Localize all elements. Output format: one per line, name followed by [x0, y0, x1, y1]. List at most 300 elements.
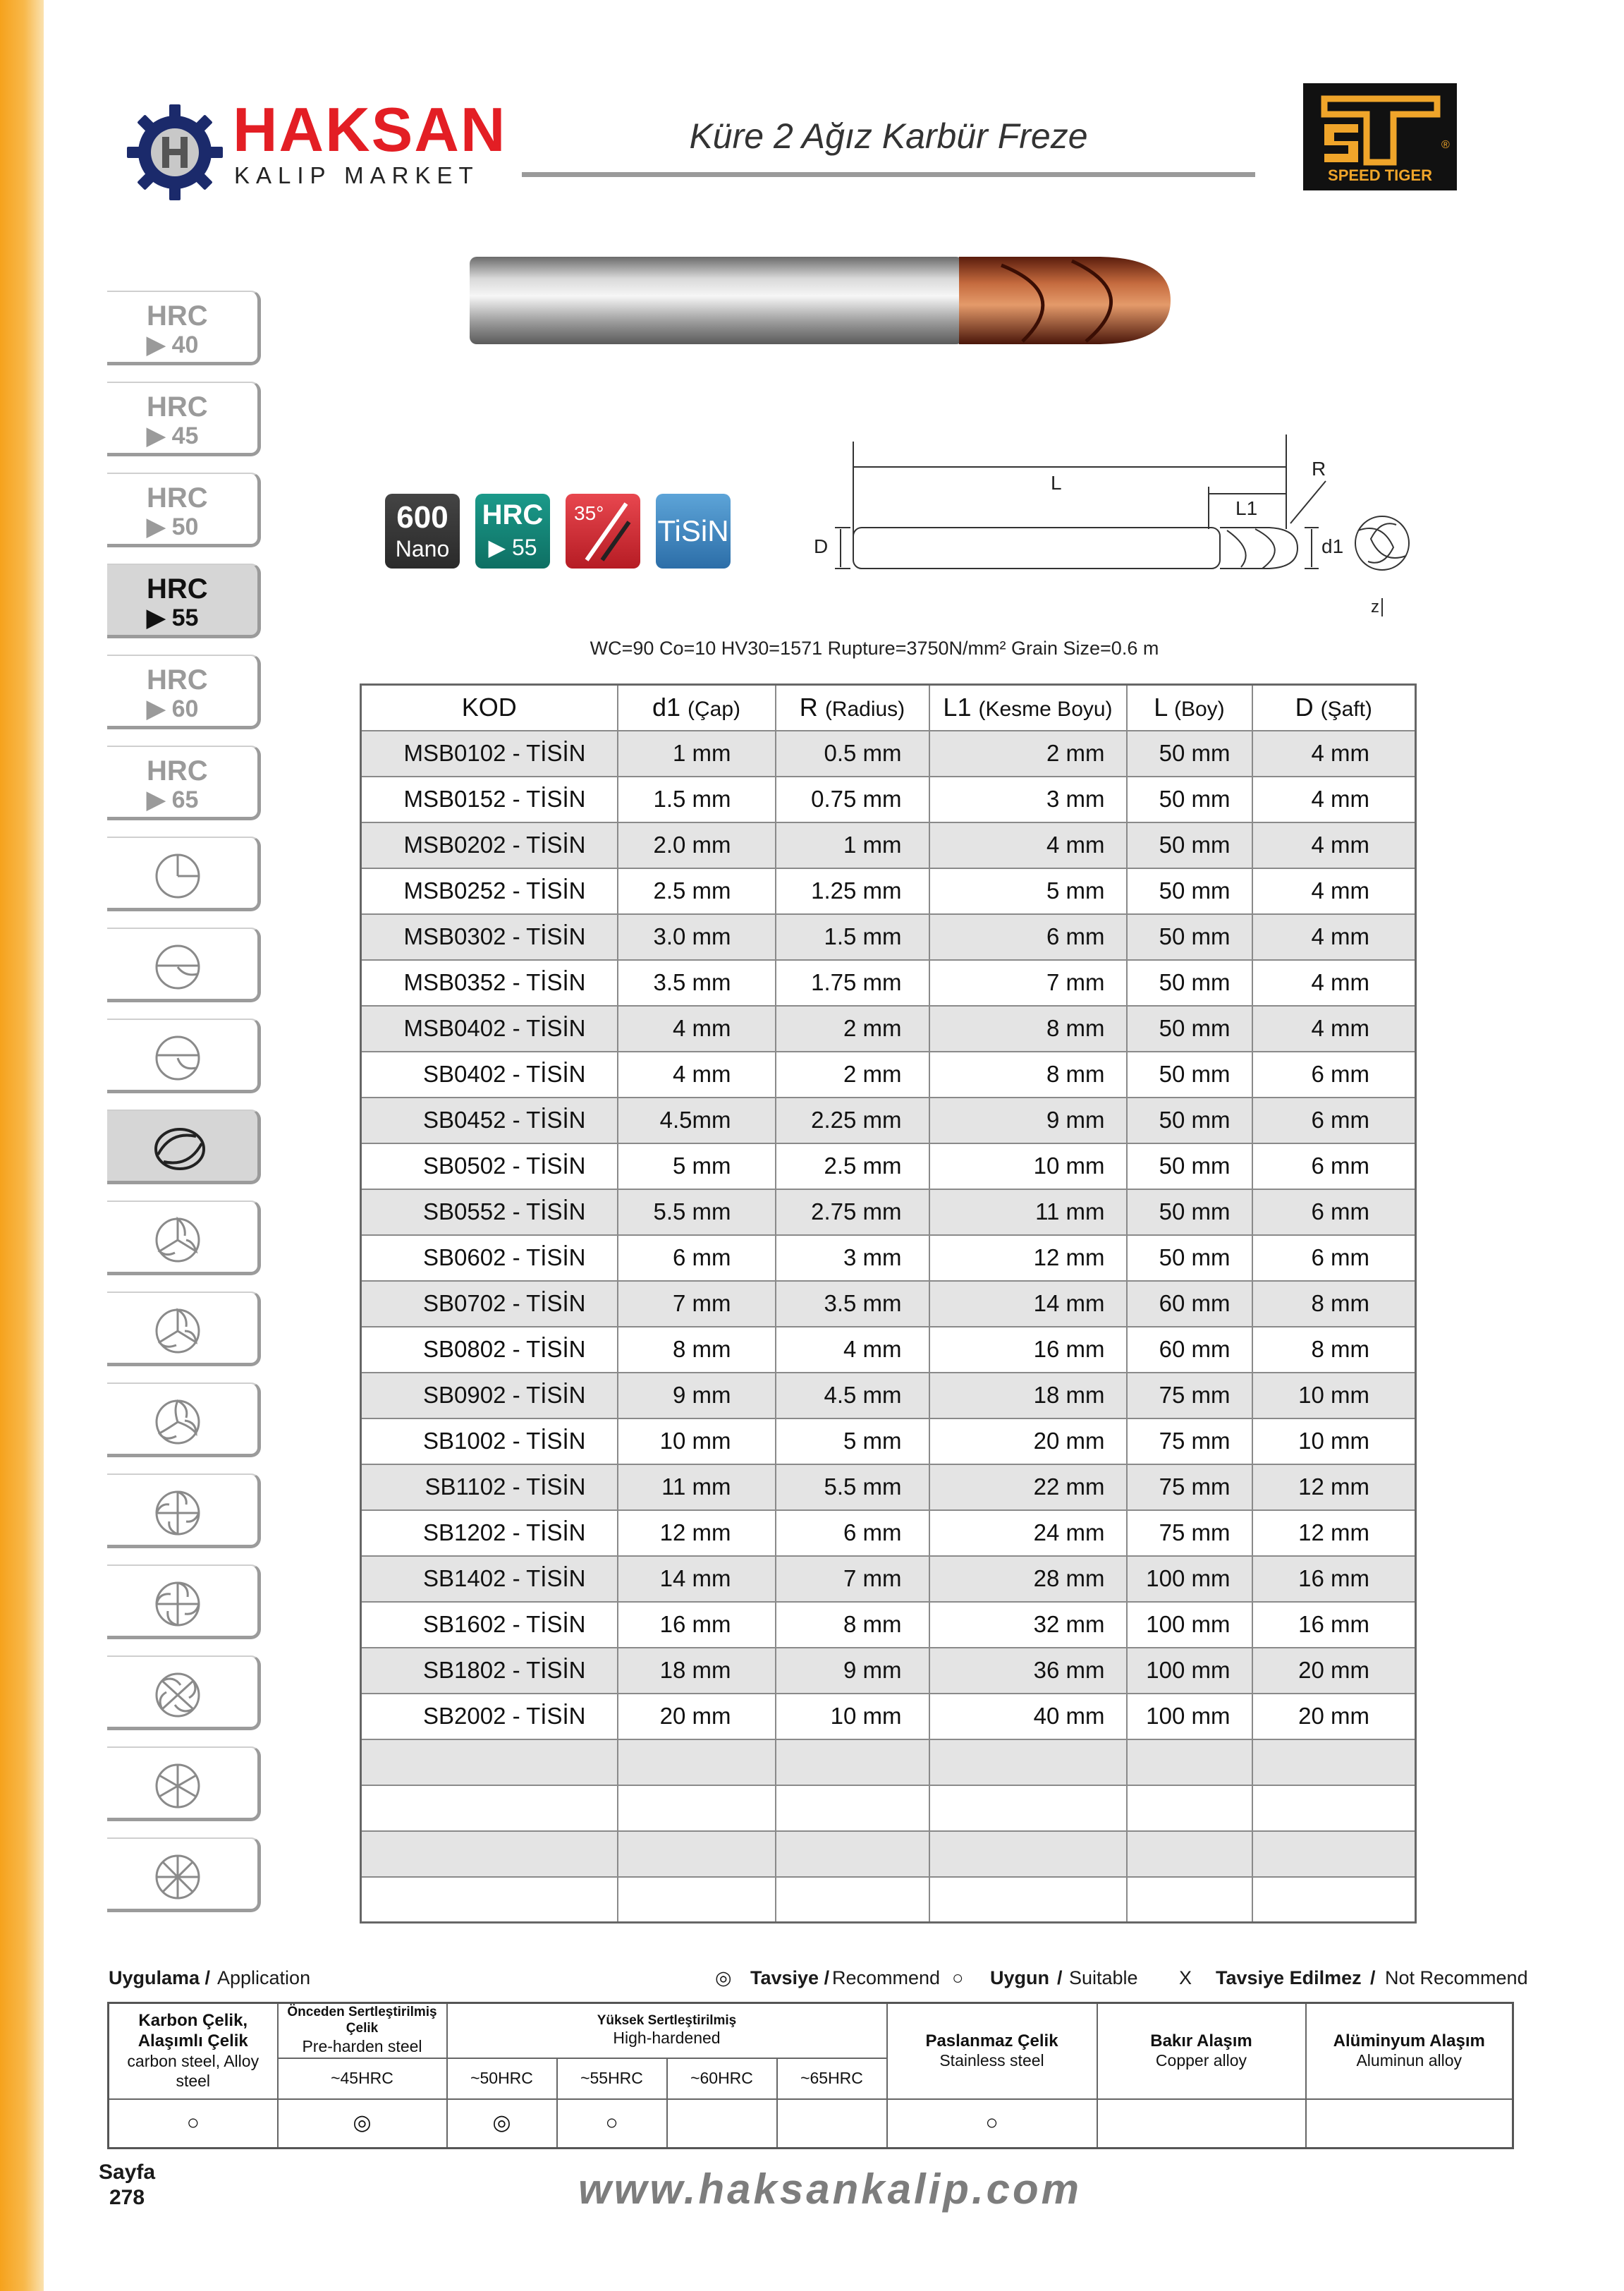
legend-recommend: Recommend: [832, 1967, 941, 1988]
cell-l1: 7 mm: [929, 960, 1127, 1006]
tab-four-flute-3[interactable]: [107, 1655, 261, 1730]
cell-copper: Bakır Alaşım Copper alloy: [1097, 2003, 1306, 2099]
cell-kod: SB1002 - TİSİN: [361, 1418, 618, 1464]
cell-d: 4 mm: [1252, 777, 1416, 822]
table-row: [361, 1694, 1416, 1739]
tab-label: HRC: [147, 664, 208, 695]
cell-l1: 8 mm: [929, 1006, 1127, 1052]
cell-radius: 1.5 mm: [776, 914, 929, 960]
rating-50hrc: ◎: [447, 2099, 557, 2149]
table-row: [361, 777, 1416, 822]
table-row: [361, 1143, 1416, 1189]
legend-uygun: Uygun: [990, 1967, 1049, 1988]
table-row: [361, 1510, 1416, 1556]
brand-subtitle: KALIP MARKET: [234, 162, 480, 188]
cell-d: 12 mm: [1252, 1464, 1416, 1510]
svg-text:®: ®: [1441, 139, 1450, 151]
cell-l: 100 mm: [1127, 1694, 1252, 1739]
cell-aluminum: Alüminyum Alaşım Aluminun alloy: [1306, 2003, 1513, 2099]
cell-l: 75 mm: [1127, 1418, 1252, 1464]
cell-d1: 4.5mm: [618, 1098, 776, 1143]
legend-tavsiye-edilmez: Tavsiye Edilmez: [1216, 1967, 1362, 1988]
table-row: [361, 1006, 1416, 1052]
cell-d1: 5.5 mm: [618, 1189, 776, 1235]
partner-logo-text: SPEED TIGER: [1328, 166, 1432, 184]
cell-radius: 2 mm: [776, 1052, 929, 1098]
tab-hrc-60[interactable]: [107, 655, 261, 729]
page-label: Sayfa: [99, 2161, 156, 2184]
cell-l: [1127, 1785, 1252, 1831]
cell-radius: [776, 1739, 929, 1785]
cell-l1: [929, 1831, 1127, 1877]
cell-radius: 3 mm: [776, 1235, 929, 1281]
cell-d1: 7 mm: [618, 1281, 776, 1327]
cell-l1: 3 mm: [929, 777, 1127, 822]
cell-l: 50 mm: [1127, 1235, 1252, 1281]
material-spec-line: WC=90 Co=10 HV30=1571 Rupture=3750N/mm² Grain Size=0.6 m: [590, 638, 1159, 659]
cell-d: [1252, 1831, 1416, 1877]
table-row: [361, 1327, 1416, 1373]
website-link[interactable]: www.haksankalip.com: [578, 2165, 1082, 2213]
legend-application: Application: [217, 1967, 311, 1988]
tab-label: HRC: [147, 755, 208, 786]
cell-d: 16 mm: [1252, 1602, 1416, 1648]
cell-l: [1127, 1831, 1252, 1877]
cell-d1: 11 mm: [618, 1464, 776, 1510]
cell-d: 6 mm: [1252, 1098, 1416, 1143]
cell-d1: 16 mm: [618, 1602, 776, 1648]
tab-label: HRC: [147, 300, 208, 332]
cell-d1: 3.5 mm: [618, 960, 776, 1006]
cell-kod: SB1402 - TİSİN: [361, 1556, 618, 1602]
rating-55hrc: ○: [557, 2099, 667, 2149]
cell-radius: 0.5 mm: [776, 731, 929, 777]
three-flute-icon: [149, 1394, 206, 1450]
cell-hrc-50: ~50HRC: [447, 2058, 557, 2099]
table-row: [361, 1418, 1416, 1464]
tool-photo-image: [465, 251, 1199, 350]
legend-tavsiye: Tavsiye /: [750, 1967, 830, 1988]
cell-d1: 1 mm: [618, 731, 776, 777]
rating-45hrc: ◎: [278, 2099, 447, 2149]
cell-d: 4 mm: [1252, 1006, 1416, 1052]
cell-l: 50 mm: [1127, 777, 1252, 822]
rating-65hrc: [777, 2099, 887, 2149]
cell-l1: 16 mm: [929, 1327, 1127, 1373]
cell-kod: [361, 1785, 618, 1831]
tab-hrc-45[interactable]: [107, 382, 261, 456]
tab-four-flute-2[interactable]: [107, 1564, 261, 1639]
tab-flat-end[interactable]: [107, 837, 261, 911]
cell-l: 50 mm: [1127, 1006, 1252, 1052]
cell-l: 50 mm: [1127, 731, 1252, 777]
gear-logo-icon: [127, 104, 223, 200]
cell-d: 6 mm: [1252, 1189, 1416, 1235]
cell-kod: SB0902 - TİSİN: [361, 1373, 618, 1418]
hrc-badge-value: ▶ 55: [488, 535, 537, 560]
cell-kod: [361, 1877, 618, 1923]
cell-kod: SB1102 - TİSİN: [361, 1464, 618, 1510]
cell-d: 10 mm: [1252, 1373, 1416, 1418]
cell-d1: 4 mm: [618, 1006, 776, 1052]
cell-l: 75 mm: [1127, 1464, 1252, 1510]
cell-l1: 12 mm: [929, 1235, 1127, 1281]
cell-high-hardened: Yüksek Sertleştirilmiş High-hardened: [447, 2003, 887, 2058]
speed-tiger-logo[interactable]: [1303, 83, 1457, 190]
tab-three-flute-3[interactable]: [107, 1382, 261, 1457]
cell-d1: 12 mm: [618, 1510, 776, 1556]
three-flute-icon: [149, 1303, 206, 1359]
legend-uygulama: Uygulama /: [109, 1967, 211, 1988]
cell-l: 50 mm: [1127, 1052, 1252, 1098]
dim-z: z: [1371, 597, 1379, 616]
tab-label: HRC: [147, 391, 208, 423]
cell-l1: [929, 1785, 1127, 1831]
side-stripe: [0, 0, 44, 2291]
helix-angle-badge: [566, 494, 640, 569]
not-recommend-symbol-icon: X: [1179, 1967, 1192, 1988]
legend-slash: /: [1057, 1967, 1063, 1988]
table-row: [361, 1877, 1416, 1923]
cell-radius: 1.75 mm: [776, 960, 929, 1006]
helix-icon: [566, 494, 640, 569]
cell-l1: 36 mm: [929, 1648, 1127, 1694]
cell-kod: MSB0252 - TİSİN: [361, 868, 618, 914]
cell-radius: 0.75 mm: [776, 777, 929, 822]
cell-radius: 4.5 mm: [776, 1373, 929, 1418]
nano-value: 600: [396, 500, 448, 535]
dim-R: R: [1312, 458, 1326, 480]
title-divider: [522, 172, 1255, 177]
tab-hrc-65[interactable]: [107, 746, 261, 820]
header-l1: L1 (Kesme Boyu): [929, 685, 1127, 731]
coating-value: TiSiN: [657, 514, 729, 547]
cell-l: 50 mm: [1127, 1098, 1252, 1143]
cell-radius: 9 mm: [776, 1648, 929, 1694]
cell-kod: SB0452 - TİSİN: [361, 1098, 618, 1143]
page-title: Küre 2 Ağız Karbür Freze: [689, 116, 1088, 156]
cell-d: [1252, 1739, 1416, 1785]
tab-three-flute-2[interactable]: [107, 1292, 261, 1366]
tab-four-flute-1[interactable]: [107, 1473, 261, 1548]
cell-radius: [776, 1785, 929, 1831]
tab-hrc-55[interactable]: [107, 564, 261, 638]
cell-l1: 11 mm: [929, 1189, 1127, 1235]
cell-d1: 3.0 mm: [618, 914, 776, 960]
cell-d1: 20 mm: [618, 1694, 776, 1739]
cell-l: 60 mm: [1127, 1281, 1252, 1327]
legend-slash-2: /: [1370, 1967, 1376, 1988]
cell-hrc-55: ~55HRC: [557, 2058, 667, 2099]
table-row: [361, 1785, 1416, 1831]
cell-l1: 2 mm: [929, 731, 1127, 777]
recommend-symbol-icon: ◎: [715, 1967, 732, 1988]
cell-l1: 22 mm: [929, 1464, 1127, 1510]
dim-D: D: [814, 535, 829, 557]
cell-d1: 10 mm: [618, 1418, 776, 1464]
cell-kod: SB1602 - TİSİN: [361, 1602, 618, 1648]
table-row: [361, 1235, 1416, 1281]
cell-radius: 7 mm: [776, 1556, 929, 1602]
cell-d1: 14 mm: [618, 1556, 776, 1602]
table-row: [361, 1648, 1416, 1694]
cell-kod: SB0602 - TİSİN: [361, 1235, 618, 1281]
cell-d: 20 mm: [1252, 1694, 1416, 1739]
header-kod: KOD: [361, 685, 618, 731]
tab-three-flute-1[interactable]: [107, 1201, 261, 1275]
tab-ball-nose[interactable]: [107, 1110, 261, 1184]
table-row: [361, 1602, 1416, 1648]
dim-L: L: [1051, 472, 1062, 494]
cell-l1: 14 mm: [929, 1281, 1127, 1327]
header-l: L (Boy): [1127, 685, 1252, 731]
cell-d1: 1.5 mm: [618, 777, 776, 822]
tab-corner-radius-1[interactable]: [107, 928, 261, 1002]
cell-carbon-steel: Karbon Çelik, Alaşımlı Çelik carbon steel, Alloy steel: [109, 2003, 278, 2099]
hrc-badge: [475, 494, 550, 569]
rating-aluminum: [1306, 2099, 1513, 2149]
rating-carbon: ○: [109, 2099, 278, 2149]
cell-d: 12 mm: [1252, 1510, 1416, 1556]
cell-l: 50 mm: [1127, 1143, 1252, 1189]
cell-l: 50 mm: [1127, 868, 1252, 914]
cell-l1: 40 mm: [929, 1694, 1127, 1739]
cell-kod: SB0802 - TİSİN: [361, 1327, 618, 1373]
cell-d: [1252, 1877, 1416, 1923]
tab-value: ▶ 40: [147, 332, 199, 358]
table-header-row: [361, 685, 1416, 731]
four-flute-icon: [149, 1667, 206, 1723]
cell-l1: 32 mm: [929, 1602, 1127, 1648]
cell-d: 4 mm: [1252, 914, 1416, 960]
cell-d1: 18 mm: [618, 1648, 776, 1694]
cell-d1: [618, 1877, 776, 1923]
cell-l1: 18 mm: [929, 1373, 1127, 1418]
cell-l1: 24 mm: [929, 1510, 1127, 1556]
table-row: [361, 1098, 1416, 1143]
table-row: [361, 1464, 1416, 1510]
cell-d1: 9 mm: [618, 1373, 776, 1418]
cell-d1: 2.0 mm: [618, 822, 776, 868]
hrc-badge-label: HRC: [482, 499, 544, 530]
cell-l1: 28 mm: [929, 1556, 1127, 1602]
ball-nose-icon: [149, 1121, 210, 1177]
cell-radius: 10 mm: [776, 1694, 929, 1739]
cell-kod: SB0552 - TİSİN: [361, 1189, 618, 1235]
page-number-block: [99, 2160, 155, 2211]
rating-copper: [1097, 2099, 1306, 2149]
brand-name: HAKSAN: [233, 95, 507, 164]
cell-radius: 8 mm: [776, 1602, 929, 1648]
legend-suitable: Suitable: [1069, 1967, 1138, 1988]
cell-d: 20 mm: [1252, 1648, 1416, 1694]
table-row: [361, 1831, 1416, 1877]
cell-l: 50 mm: [1127, 822, 1252, 868]
cell-kod: MSB0202 - TİSİN: [361, 822, 618, 868]
cell-l: 75 mm: [1127, 1373, 1252, 1418]
cell-l: 100 mm: [1127, 1648, 1252, 1694]
tab-value: ▶ 45: [147, 423, 199, 449]
cell-d: 6 mm: [1252, 1235, 1416, 1281]
cell-hrc-45: ~45HRC: [278, 2058, 447, 2099]
table-row: [361, 960, 1416, 1006]
cell-d1: [618, 1785, 776, 1831]
cell-l1: 6 mm: [929, 914, 1127, 960]
cell-d: 4 mm: [1252, 960, 1416, 1006]
table-row: [361, 731, 1416, 777]
eight-flute-icon: [149, 1849, 206, 1905]
cell-d: 6 mm: [1252, 1143, 1416, 1189]
tab-value: ▶ 55: [147, 604, 199, 631]
cell-d: 8 mm: [1252, 1281, 1416, 1327]
cell-kod: SB0702 - TİSİN: [361, 1281, 618, 1327]
cell-l: [1127, 1877, 1252, 1923]
cell-hrc-65: ~65HRC: [777, 2058, 887, 2099]
cell-l1: 10 mm: [929, 1143, 1127, 1189]
cell-radius: 5.5 mm: [776, 1464, 929, 1510]
header-d: D (Şaft): [1252, 685, 1416, 731]
cell-l: 100 mm: [1127, 1602, 1252, 1648]
cell-l1: [929, 1877, 1127, 1923]
three-flute-icon: [149, 1212, 206, 1268]
cell-l1: 4 mm: [929, 822, 1127, 868]
cell-preharden: Önceden Sertleştirilmiş Çelik Pre-harden steel: [278, 2003, 447, 2058]
cell-d1: 5 mm: [618, 1143, 776, 1189]
cell-radius: 1.25 mm: [776, 868, 929, 914]
tab-eight-flute[interactable]: [107, 1837, 261, 1912]
cell-l: 50 mm: [1127, 914, 1252, 960]
tab-value: ▶ 50: [147, 514, 199, 540]
application-table: [107, 2002, 1514, 2149]
coating-badge: [656, 494, 731, 569]
cell-d: 10 mm: [1252, 1418, 1416, 1464]
page-number: 278: [109, 2186, 145, 2209]
flat-end-icon: [149, 848, 206, 904]
dim-d1: d1: [1321, 535, 1344, 557]
cell-hrc-60: ~60HRC: [667, 2058, 777, 2099]
cell-d1: 6 mm: [618, 1235, 776, 1281]
table-row: [361, 1373, 1416, 1418]
cell-stainless: Paslanmaz Çelik Stainless steel: [887, 2003, 1097, 2099]
cell-radius: 1 mm: [776, 822, 929, 868]
corner-radius-icon: [149, 939, 206, 995]
cell-l1: 9 mm: [929, 1098, 1127, 1143]
cell-kod: SB2002 - TİSİN: [361, 1694, 618, 1739]
application-legend: [109, 1965, 1528, 1991]
cell-d1: [618, 1831, 776, 1877]
cell-kod: MSB0102 - TİSİN: [361, 731, 618, 777]
cell-l1: 20 mm: [929, 1418, 1127, 1464]
cell-radius: 3.5 mm: [776, 1281, 929, 1327]
tab-hrc-40[interactable]: [107, 291, 261, 365]
cell-radius: [776, 1831, 929, 1877]
nano-label: Nano: [395, 536, 450, 561]
cell-l1: 5 mm: [929, 868, 1127, 914]
cell-kod: [361, 1831, 618, 1877]
four-flute-icon: [149, 1576, 206, 1632]
cell-l1: 8 mm: [929, 1052, 1127, 1098]
cell-kod: SB1802 - TİSİN: [361, 1648, 618, 1694]
table-row: [361, 1052, 1416, 1098]
suitable-symbol-icon: ○: [952, 1967, 964, 1988]
table-row: [361, 914, 1416, 960]
header-d1: d1 (Çap): [618, 685, 776, 731]
table-row: [361, 1189, 1416, 1235]
dim-L1: L1: [1235, 497, 1258, 519]
haksan-logo[interactable]: [127, 95, 508, 198]
table-row: [361, 868, 1416, 914]
cell-l: 100 mm: [1127, 1556, 1252, 1602]
cell-d: 4 mm: [1252, 731, 1416, 777]
corner-radius-icon: [149, 1030, 206, 1086]
tab-label: HRC: [147, 573, 208, 604]
cell-l: [1127, 1739, 1252, 1785]
cell-d: 6 mm: [1252, 1052, 1416, 1098]
cell-kod: SB1202 - TİSİN: [361, 1510, 618, 1556]
cell-l: 50 mm: [1127, 960, 1252, 1006]
cell-l: 60 mm: [1127, 1327, 1252, 1373]
tab-value: ▶ 65: [147, 786, 199, 813]
rating-stainless: ○: [887, 2099, 1097, 2149]
cell-d: 16 mm: [1252, 1556, 1416, 1602]
table-row: [361, 1739, 1416, 1785]
cell-kod: [361, 1739, 618, 1785]
cell-radius: 5 mm: [776, 1418, 929, 1464]
product-table: [360, 683, 1417, 1924]
tab-value: ▶ 60: [147, 695, 199, 722]
cell-kod: MSB0152 - TİSİN: [361, 777, 618, 822]
tab-label: HRC: [147, 482, 208, 514]
cell-d1: 2.5 mm: [618, 868, 776, 914]
cell-l: 50 mm: [1127, 1189, 1252, 1235]
cell-radius: 4 mm: [776, 1327, 929, 1373]
cell-l1: [929, 1739, 1127, 1785]
legend-not-recommend: Not Recommend: [1385, 1967, 1528, 1988]
cell-radius: 2 mm: [776, 1006, 929, 1052]
nano-coating-badge: [385, 494, 460, 569]
cell-d: [1252, 1785, 1416, 1831]
cell-kod: MSB0302 - TİSİN: [361, 914, 618, 960]
table-row: [361, 822, 1416, 868]
tab-six-flute[interactable]: [107, 1746, 261, 1821]
cell-radius: 2.5 mm: [776, 1143, 929, 1189]
cell-l: 75 mm: [1127, 1510, 1252, 1556]
cell-radius: 2.25 mm: [776, 1098, 929, 1143]
cell-d: 4 mm: [1252, 868, 1416, 914]
table-row: [361, 1281, 1416, 1327]
cell-kod: MSB0402 - TİSİN: [361, 1006, 618, 1052]
cell-radius: [776, 1877, 929, 1923]
cell-d1: 8 mm: [618, 1327, 776, 1373]
cell-kod: SB0402 - TİSİN: [361, 1052, 618, 1098]
cell-radius: 6 mm: [776, 1510, 929, 1556]
helix-angle-value: 35°: [574, 502, 604, 524]
four-flute-icon: [149, 1485, 206, 1541]
dimension-drawing: [804, 423, 1424, 628]
cell-kod: MSB0352 - TİSİN: [361, 960, 618, 1006]
header-radius: R (Radius): [776, 685, 929, 731]
cell-kod: SB0502 - TİSİN: [361, 1143, 618, 1189]
cell-d: 8 mm: [1252, 1327, 1416, 1373]
table-row: [361, 1556, 1416, 1602]
cell-d: 4 mm: [1252, 822, 1416, 868]
cell-d1: 4 mm: [618, 1052, 776, 1098]
six-flute-icon: [149, 1758, 206, 1814]
rating-60hrc: [667, 2099, 777, 2149]
tab-hrc-50[interactable]: [107, 473, 261, 547]
tab-corner-radius-2[interactable]: [107, 1019, 261, 1093]
cell-d1: [618, 1739, 776, 1785]
